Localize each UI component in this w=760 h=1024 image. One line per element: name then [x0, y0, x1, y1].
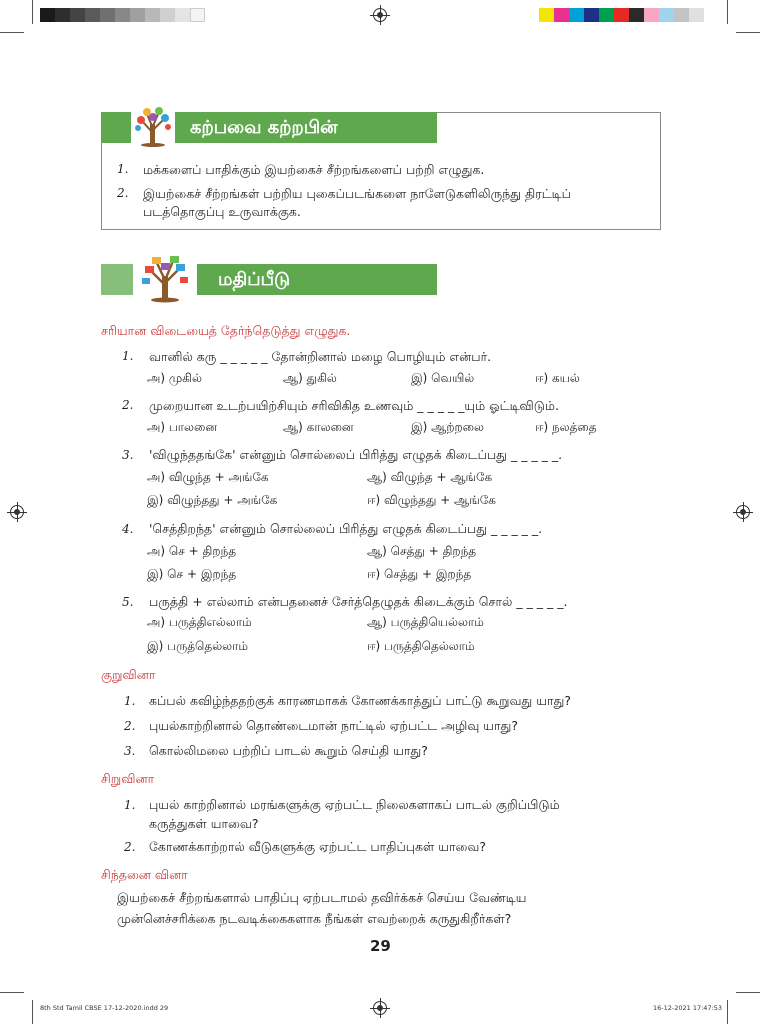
option-c: இ) செ + இறந்த	[147, 567, 237, 581]
learn-item-text: மக்களைப் பாதிக்கும் இயற்கைச் சீற்றங்களைப் பற்றி எழுதுக.	[143, 162, 485, 177]
learn-item-num: 1.	[117, 162, 129, 176]
footer-file-info: 8th Std Tamil CBSE 17-12-2020.indd 29	[40, 1004, 169, 1012]
learn-title: கற்பவை கற்றபின்	[190, 117, 338, 138]
footer-timestamp: 16-12-2021 17:47:53	[653, 1004, 723, 1012]
short-heading: குறுவினா	[101, 667, 156, 682]
registration-mark-left	[10, 505, 24, 519]
question-text: புயல் காற்றினால் மரங்களுக்கு ஏற்பட்ட நிலைகளாகப் பாடல் குறிப்பிடும்	[149, 797, 560, 812]
grayscale-bar	[40, 8, 205, 22]
option-d: ஈ) பருத்திதெல்லாம்	[367, 639, 475, 653]
question-text: பருத்தி + எல்லாம் என்பதனைச் சேர்த்தெழுதக் கிடைக்கும் சொல் _ _ _ _ _.	[149, 594, 568, 609]
question-text: கொல்லிமலை பற்றிப் பாடல் கூறும் செய்தி யாது?	[149, 743, 428, 758]
color-bar	[539, 8, 704, 22]
question-num: 2.	[124, 840, 136, 854]
crop-mark	[32, 0, 33, 24]
question-num: 2.	[122, 398, 134, 412]
crop-mark	[736, 992, 760, 993]
question-text: கருத்துகள் யாவை?	[149, 816, 259, 831]
option-d: ஈ) விழுந்தது + ஆங்கே	[367, 493, 496, 507]
registration-mark-bottom	[373, 1001, 387, 1015]
crop-mark	[727, 1000, 728, 1024]
question-text: புயல்காற்றினால் தொண்டைமான் நாட்டில் ஏற்பட்ட அழிவு யாது?	[149, 718, 519, 733]
think-text: இயற்கைச் சீற்றங்களால் பாதிப்பு ஏற்படாமல் தவிர்க்கச் செய்ய வேண்டிய	[117, 890, 527, 905]
think-text: முன்னெச்சரிக்கை நடவடிக்கைகளாக நீங்கள் எவற்றைக் கருதுகிறீர்கள்?	[117, 911, 512, 926]
tree-icon	[131, 106, 175, 148]
option-c: இ) வெயில்	[411, 371, 475, 385]
question-num: 1.	[122, 349, 134, 363]
small-heading: சிறுவினா	[101, 771, 155, 786]
option-b: ஆ) காலனை	[283, 420, 354, 434]
learn-item-text: இயற்கைச் சீற்றங்கள் பற்றிய புகைப்படங்களை நாளேடுகளிலிருந்து திரட்டிப்	[143, 186, 571, 201]
crop-mark	[736, 32, 760, 33]
question-num: 2.	[124, 719, 136, 733]
question-text: கோணக்காற்றால் வீடுகளுக்கு ஏற்பட்ட பாதிப்புகள் யாவை?	[149, 839, 486, 854]
learn-item-num: 2.	[117, 186, 129, 200]
question-num: 4.	[122, 522, 134, 536]
crop-mark	[0, 992, 24, 993]
question-text: முறையான உடற்பயிற்சியும் சரிவிகித உணவும் _ _ _ _ _யும் ஓட்டிவிடும்.	[149, 398, 559, 413]
crop-mark	[727, 0, 728, 24]
question-text: வானில் கரு _ _ _ _ _ தோன்றினால் மழை பொழியும் என்பர்.	[149, 349, 492, 364]
option-a: அ) விழுந்த + அங்கே	[147, 470, 269, 484]
option-d: ஈ) கயல்	[535, 371, 580, 385]
option-b: ஆ) செத்து + திறந்த	[367, 544, 477, 558]
option-b: ஆ) விழுந்த + ஆங்கே	[367, 470, 493, 484]
question-text: கப்பல் கவிழ்ந்ததற்குக் காரணமாகக் கோணக்காத்துப் பாட்டு கூறுவது யாது?	[149, 693, 571, 708]
think-heading: சிந்தனை வினா	[101, 867, 188, 882]
tree-icon	[139, 254, 191, 304]
mcq-heading: சரியான விடையைத் தேர்ந்தெடுத்து எழுதுக.	[101, 323, 351, 338]
eval-banner-left	[101, 264, 133, 295]
option-b: ஆ) பருத்தியெல்லாம்	[367, 615, 484, 629]
question-num: 1.	[124, 694, 136, 708]
crop-mark	[0, 32, 24, 33]
eval-title: மதிப்பீடு	[218, 269, 291, 290]
option-a: அ) செ + திறந்த	[147, 544, 237, 558]
option-a: அ) பருத்திஎல்லாம்	[147, 615, 252, 629]
learn-item-text: படத்தொகுப்பு உருவாக்குக.	[143, 204, 301, 219]
question-text: 'செத்திறந்த' என்னும் சொல்லைப் பிரித்து எழுதக் கிடைப்பது _ _ _ _ _.	[149, 521, 543, 536]
registration-mark-top	[373, 8, 387, 22]
option-c: இ) பருத்தெல்லாம்	[147, 639, 249, 653]
question-num: 3.	[124, 744, 136, 758]
option-d: ஈ) நலத்தை	[535, 420, 597, 434]
page-number: 29	[370, 937, 391, 955]
question-num: 1.	[124, 798, 136, 812]
question-num: 3.	[122, 448, 134, 462]
option-a: அ) பாலனை	[147, 420, 217, 434]
question-num: 5.	[122, 595, 134, 609]
question-text: 'விழுந்ததங்கே' என்னும் சொல்லைப் பிரித்து எழுதக் கிடைப்பது _ _ _ _ _.	[149, 447, 563, 462]
registration-mark-right	[736, 505, 750, 519]
option-c: இ) ஆற்றலை	[411, 420, 484, 434]
option-b: ஆ) துகில்	[283, 371, 337, 385]
crop-mark	[32, 1000, 33, 1024]
option-d: ஈ) செத்து + இறந்த	[367, 567, 472, 581]
option-c: இ) விழுந்தது + அங்கே	[147, 493, 278, 507]
option-a: அ) முகில்	[147, 371, 202, 385]
